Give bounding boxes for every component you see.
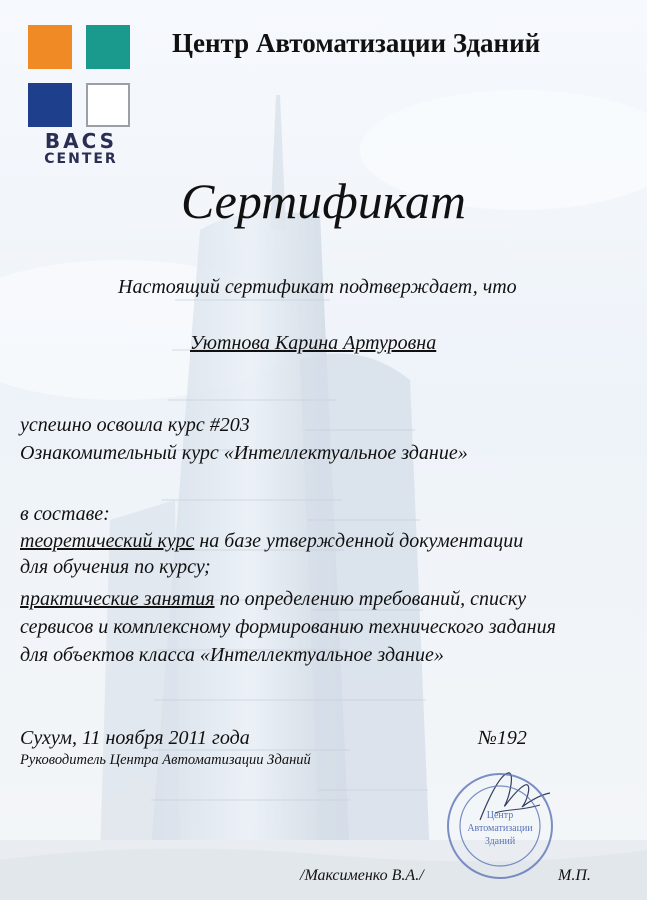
item-theory	[20, 530, 523, 553]
item-practice-line2: сервисов и комплексному формированию технического задания	[20, 616, 556, 638]
logo-brand-line2: CENTER	[44, 151, 118, 167]
item-practice-rest: по определению требований, списку	[214, 588, 527, 610]
certificate-number: №192	[478, 727, 527, 749]
director-title: Руководитель Центра Автоматизации Зданий	[20, 752, 311, 768]
svg-text:Автоматизации: Автоматизации	[467, 823, 533, 834]
recipient-name: Уютнова Карина Артуровна	[190, 332, 437, 354]
bacs-center-logo	[28, 25, 134, 175]
confirmation-text: Настоящий сертификат подтверждает, что	[118, 276, 517, 298]
certificate-title: Сертификат	[180, 173, 467, 229]
item-theory-line2: для обучения по курсу;	[20, 556, 211, 578]
course-name: Ознакомительный курс «Интеллектуальное здание»	[20, 442, 468, 464]
place-and-date: Сухум, 11 ноября 2011 года	[20, 727, 250, 749]
course-completed-line: успешно освоила курс #203	[20, 414, 250, 436]
logo-orange-square	[28, 25, 72, 69]
item-practice-label: практические занятия	[20, 588, 215, 610]
item-practice	[20, 588, 526, 611]
composition-heading: в составе:	[20, 503, 110, 525]
item-theory-label: теоретический курс	[20, 530, 195, 552]
signatory-name: /Максименко В.А./	[300, 867, 424, 884]
round-seal-stamp	[444, 770, 556, 882]
item-theory-rest: на базе утвержденной документации	[194, 530, 524, 552]
logo-teal-square	[86, 25, 130, 69]
svg-text:Зданий: Зданий	[484, 836, 516, 847]
svg-text:Центр: Центр	[486, 810, 514, 821]
seal-place-mark: М.П.	[558, 867, 591, 884]
organization-name: Центр Автоматизации Зданий	[172, 28, 541, 58]
logo-navy-square	[28, 83, 72, 127]
item-practice-line3: для объектов класса «Интеллектуальное здание»	[20, 644, 444, 666]
logo-brand-line1: BACS	[44, 129, 118, 153]
logo-outline-square	[86, 83, 130, 127]
